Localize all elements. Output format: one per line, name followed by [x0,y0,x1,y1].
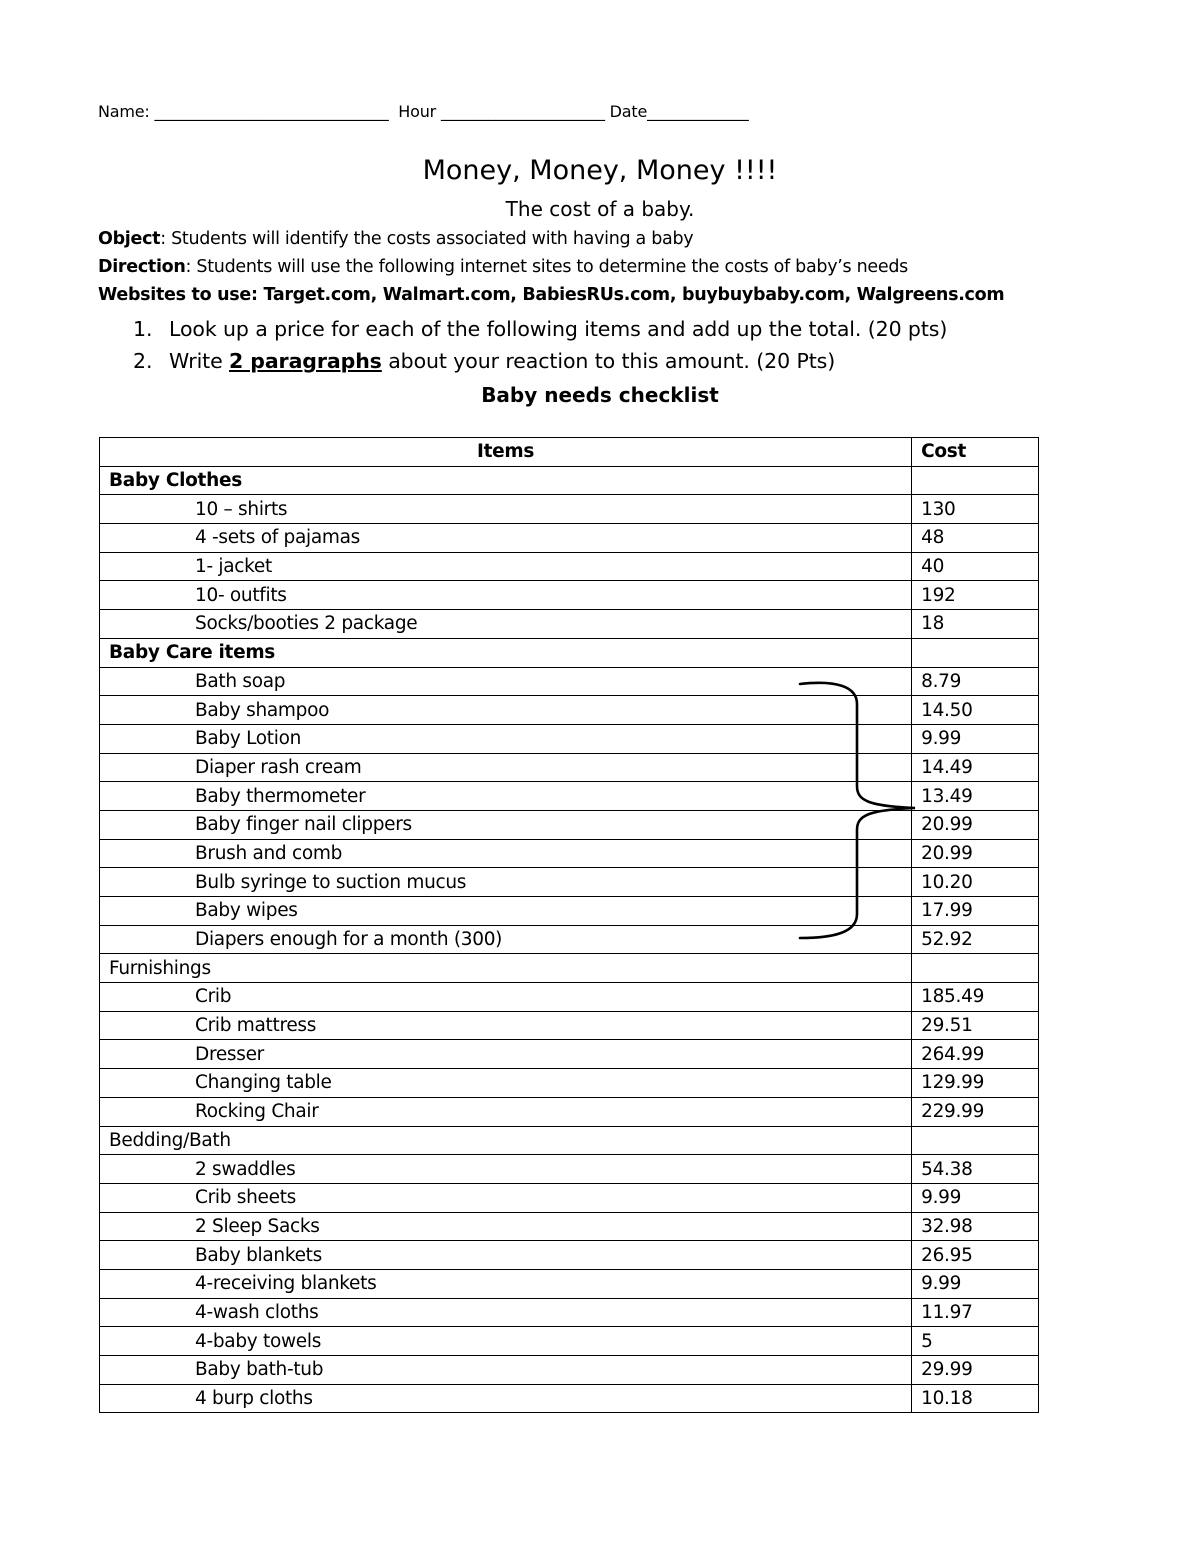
item-name: Bath soap [100,667,912,696]
direction-line [98,257,1118,277]
item-cost[interactable]: 264.99 [912,1040,1039,1069]
item-cost[interactable] [912,466,1039,495]
item-cost[interactable]: 14.50 [912,696,1039,725]
item-name: 10 – shirts [100,495,912,524]
table-row [100,1040,1039,1069]
item-name: 4 burp cloths [100,1384,912,1413]
items-column-header: Items [100,438,912,467]
item-name: Rocking Chair [100,1097,912,1126]
task-1 [133,317,1093,341]
table-header-row [100,438,1039,467]
direction-label: Direction [98,257,186,277]
table-row [100,1241,1039,1270]
task-text: Look up a price for each of the following items and add up the total. (20 pts) [169,317,948,341]
direction-text: : Students will use the following internet sites to determine the costs of baby’s needs [185,257,908,277]
item-name: Baby Lotion [100,724,912,753]
item-cost[interactable]: 29.99 [912,1356,1039,1385]
item-name: 4-baby towels [100,1327,912,1356]
item-name: Dresser [100,1040,912,1069]
task-2 [133,349,1093,373]
item-name: Changing table [100,1069,912,1098]
item-name: 4 -sets of pajamas [100,524,912,553]
table-row [100,552,1039,581]
table-row [100,1298,1039,1327]
item-cost[interactable]: 20.99 [912,810,1039,839]
task-text-pre: Write [169,349,230,373]
hour-label: Hour [398,102,437,121]
table-row [100,1183,1039,1212]
item-cost[interactable]: 192 [912,581,1039,610]
item-cost[interactable]: 14.49 [912,753,1039,782]
task-emphasis: 2 paragraphs [229,349,382,373]
checklist-title: Baby needs checklist [481,383,719,407]
item-cost[interactable]: 129.99 [912,1069,1039,1098]
category-label: Baby Care items [100,638,912,667]
table-row [100,524,1039,553]
item-cost[interactable]: 130 [912,495,1039,524]
item-name: Diapers enough for a month (300) [100,925,912,954]
table-row [100,1356,1039,1385]
item-name: 4-receiving blankets [100,1269,912,1298]
item-cost[interactable]: 185.49 [912,983,1039,1012]
item-cost[interactable]: 20.99 [912,839,1039,868]
item-name: Socks/booties 2 package [100,610,912,639]
hour-blank[interactable]: _____________________ [440,102,605,121]
category-row [100,466,1039,495]
item-cost[interactable]: 10.18 [912,1384,1039,1413]
item-cost[interactable]: 11.97 [912,1298,1039,1327]
item-name: Crib sheets [100,1183,912,1212]
item-name: Baby shampoo [100,696,912,725]
item-cost[interactable] [912,638,1039,667]
table-row [100,1269,1039,1298]
category-row [100,638,1039,667]
item-cost[interactable]: 26.95 [912,1241,1039,1270]
table-row [100,610,1039,639]
item-name: Diaper rash cream [100,753,912,782]
item-cost[interactable]: 13.49 [912,782,1039,811]
category-row [100,1126,1039,1155]
item-cost[interactable]: 9.99 [912,1183,1039,1212]
item-cost[interactable]: 29.51 [912,1011,1039,1040]
table-row [100,581,1039,610]
table-row [100,983,1039,1012]
table-row [100,495,1039,524]
item-cost[interactable]: 54.38 [912,1155,1039,1184]
item-name: Baby blankets [100,1241,912,1270]
item-name: Baby wipes [100,897,912,926]
page-subtitle: The cost of a baby. [505,197,695,221]
item-name: 2 swaddles [100,1155,912,1184]
task-number: 1. [133,317,153,341]
item-cost[interactable]: 10.20 [912,868,1039,897]
item-cost[interactable]: 5 [912,1327,1039,1356]
websites-line: Websites to use: Target.com, Walmart.com, BabiesRUs.com, buybuybaby.com, Walgreens.com [98,285,1005,305]
item-cost[interactable]: 17.99 [912,897,1039,926]
table-row [100,1011,1039,1040]
item-cost[interactable]: 40 [912,552,1039,581]
date-label: Date [609,102,648,121]
item-cost[interactable] [912,1126,1039,1155]
object-text: : Students will identify the costs associated with having a baby [160,229,694,249]
item-cost[interactable]: 18 [912,610,1039,639]
category-label: Bedding/Bath [100,1126,912,1155]
item-name: Crib [100,983,912,1012]
item-cost[interactable]: 9.99 [912,724,1039,753]
item-cost[interactable]: 48 [912,524,1039,553]
item-cost[interactable]: 229.99 [912,1097,1039,1126]
table-row [100,1327,1039,1356]
item-name: Crib mattress [100,1011,912,1040]
item-name: Baby bath-tub [100,1356,912,1385]
object-line [98,229,1118,249]
table-row [100,1069,1039,1098]
category-row [100,954,1039,983]
category-label: Furnishings [100,954,912,983]
item-name: Bulb syringe to suction mucus [100,868,912,897]
item-name: 2 Sleep Sacks [100,1212,912,1241]
item-cost[interactable]: 8.79 [912,667,1039,696]
date-blank[interactable]: _____________ [647,102,749,121]
item-name: 4-wash cloths [100,1298,912,1327]
bracket-annotation [795,676,920,941]
table-row [100,1384,1039,1413]
category-label: Baby Clothes [100,466,912,495]
object-label: Object [98,229,161,249]
task-text-post: about your reaction to this amount. (20 Pts) [381,349,836,373]
name-label: Name: [98,102,150,121]
item-name: 1- jacket [100,552,912,581]
item-name: Baby finger nail clippers [100,810,912,839]
cost-column-header: Cost [912,438,1039,467]
item-name: Brush and comb [100,839,912,868]
table-row [100,1097,1039,1126]
item-cost[interactable] [912,954,1039,983]
item-name: Baby thermometer [100,782,912,811]
item-cost[interactable]: 52.92 [912,925,1039,954]
item-cost[interactable]: 32.98 [912,1212,1039,1241]
item-name: 10- outfits [100,581,912,610]
page-title: Money, Money, Money !!!! [422,155,778,186]
student-info-line [98,102,1108,121]
table-row [100,1155,1039,1184]
name-blank[interactable]: ______________________________ [154,102,389,121]
item-cost[interactable]: 9.99 [912,1269,1039,1298]
task-number: 2. [133,349,153,373]
table-row [100,1212,1039,1241]
